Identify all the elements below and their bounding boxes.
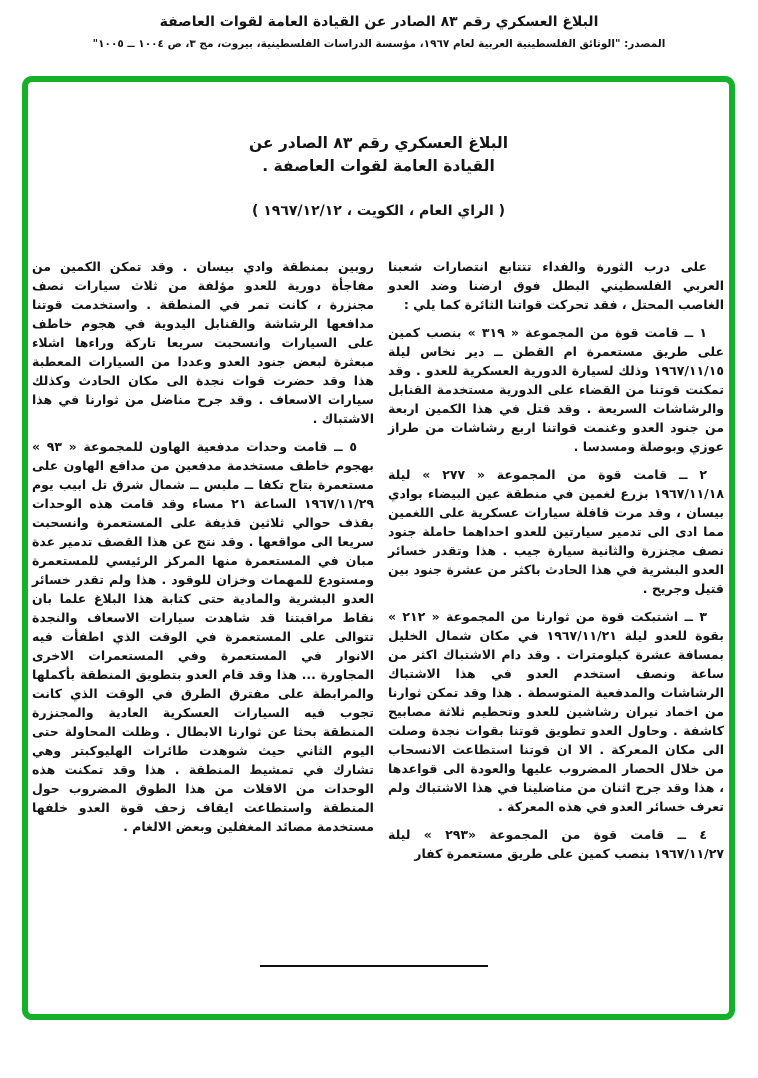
item-5-paragraph: ٥ ــ قامت وحدات مدفعية الهاون للمجموعة « ٩٣ » بهجوم خاطف مستخدمة مدفعين من مدافع الهاون على مستعمرة بتاح تكفا ــ ملبس ــ شمال شرق تل ابيب يوم ١٩٦٧/١١/٢٩ الساعة ٢١ مساء وقد قامت هذه الوحدات بقذف حوالي ثلاثين قذيفة على المستعمرة وانسحبت سريعا الى مواقعها . وقد نتج عن هذا القصف تدمير عدة مبان في المستعمرة منها المركز الرئيسي للمستعمرة ومستودع للمهمات وخزان للوقود . هذا ولم تقدر خسائر العدو البشرية والمادية حتى كتابة هذا البلاغ علما بان نقاط مراقبتنا قد شاهدت سيارات الاسعاف والنجدة تتوالى على المستعمرة في الوقت الذي اطفأت فيه الانوار في المستعمرة وفي المستعمرات الاخرى المجاورة ... هذا وقد قام العدو بتطويق المنطقة بأكملها والمرابطة على مفترق الطرق في الوقت الذي كانت تجوب فيه السيارات العسكرية العادية والمجنزرة المنطقة بحثا عن ثوارنا الابطال . وظلت المحاولة حتى اليوم الثاني حيث شوهدت طائرات الهليوكبتر وهي تشارك في تمشيط المنطقة . هذا وقد تمكنت هذه الوحدات من الافلات من هذا الطوق المضروب حول المنطقة واستطاعت ايقاف زحف قوة العدو خلفها مستخدمة مصائد المغفلين وبعض الالغام . (32, 438, 374, 834)
item-4-paragraph-continuation: روبين بمنطقة وادي بيسان . وقد تمكن الكمين من مفاجأة دورية للعدو مؤلفة من ثلاث سيارات نصف مجنزرة ، كانت تمر في المنطقة . واستخدمت قوتنا مدافعها الرشاشة والقنابل اليدوية في هجوم خاطف على السيارات وانسحبت سريعا تاركة وراءها اشلاء مبعثرة لبعض جنود العدو وعددا من السيارات المعطبة هذا وقد حضرت قوات نجدة الى مكان الحادث وكذلك سيارات الاسعاف . وقد جرح مناضل من ثوارنا في هذا الاشتباك . (32, 258, 374, 426)
item-1-paragraph: ١ ــ قامت قوة من المجموعة « ٣١٩ » بنصب كمين على طريق مستعمرة ام القطن ــ دير نخاس ليلة ١٩٦٧/١١/١٥ وذلك لسيارة الدورية العسكرية للعدو . وقد تمكنت قوتنا من القضاء على الدورية مستخدمة القنابل والرشاشات السريعة . وقد قتل في هذا الكمين اربعة من جنود العدو وغنمت قواتنا اربع رشاشات من طراز عوزي وبوصلة ومسدسا . (387, 324, 724, 454)
column-left (32, 257, 374, 872)
item-2-paragraph: ٢ ــ قامت قوة من المجموعة « ٢٧٧ » ليلة ١٩٦٧/١١/١٨ بزرع لغمين في منطقة عين البيضاء بوادي بيسان ، وقد مرت قافلة سيارات عسكرية على اللغمين مما ادى الى تدمير سيارتين للعدو احداهما حاملة جنود نصف مجنزرة والثانية سيارة جيب . هذا وتقدر خسائر العدو البشرية في هذا الحادث باكثر من عشرة جنود بين قتيل وجريح . (387, 466, 724, 596)
page-header (0, 14, 758, 50)
document-frame (22, 76, 735, 1020)
document-byline: ( الراي العام ، الكويت ، ١٩٦٧/١٢/١٢ ) (251, 202, 506, 219)
column-right (388, 257, 724, 872)
document-title-line1: البلاغ العسكري رقم ٨٣ الصادر عن (248, 134, 509, 152)
item-4-paragraph-start: ٤ ــ قامت قوة من المجموعة «٢٩٣ » ليلة ١٩٦٧/١١/٢٧ بنصب كمين على طريق مستعمرة كفار (387, 826, 724, 861)
header-source-citation: المصدر: "الوثائق الفلسطينية العربية لعام ١٩٦٧، مؤسسة الدراسات الفلسطينية، بيروت، مج ٣، ص ١٠٠٤ ــ ١٠٠٥" (92, 38, 666, 50)
text-columns (28, 257, 729, 872)
end-divider-rule (260, 965, 488, 967)
item-3-paragraph: ٣ ــ اشتبكت قوة من ثوارنا من المجموعة « ٢١٢ » بقوة للعدو ليلة ١٩٦٧/١١/٢١ في مكان شمال الخليل بمسافة عشرة كيلومترات . وقد دام الاشتباك اكثر من ساعة ونصف استخدم العدو في هذا الاشتباك الرشاشات والمدفعية المتوسطة . هذا وقد تمكن ثوارنا من اخماد نيران رشاشين للعدو وتحطيم ثلاثة مصابيح كاشفة . وحاول العدو تطويق قوتنا بقوات نجدة وصلت الى مكان المعركة . الا ان قوتنا استطاعت الانسحاب من خلال الحصار المضروب عليها والعودة الى قواعدها ، هذا وقد جرح اثنان من مناضلينا في هذا الاشتباك ولم تعرف خسائر العدو في هذه المعركة . (387, 608, 724, 814)
document-title (28, 132, 729, 179)
header-title: البلاغ العسكري رقم ٨٣ الصادر عن القيادة العامة لقوات العاصفة (159, 14, 599, 30)
intro-paragraph: على درب الثورة والفداء تتتابع انتصارات شعبنا العربي الفلسطيني البطل فوق ارضنا وضد العدو الغاصب المحتل ، فقد تحركت قواتنا الثائرة كما يلي : (387, 258, 724, 312)
document-title-line2: القيادة العامة لقوات العاصفة . (262, 157, 495, 176)
